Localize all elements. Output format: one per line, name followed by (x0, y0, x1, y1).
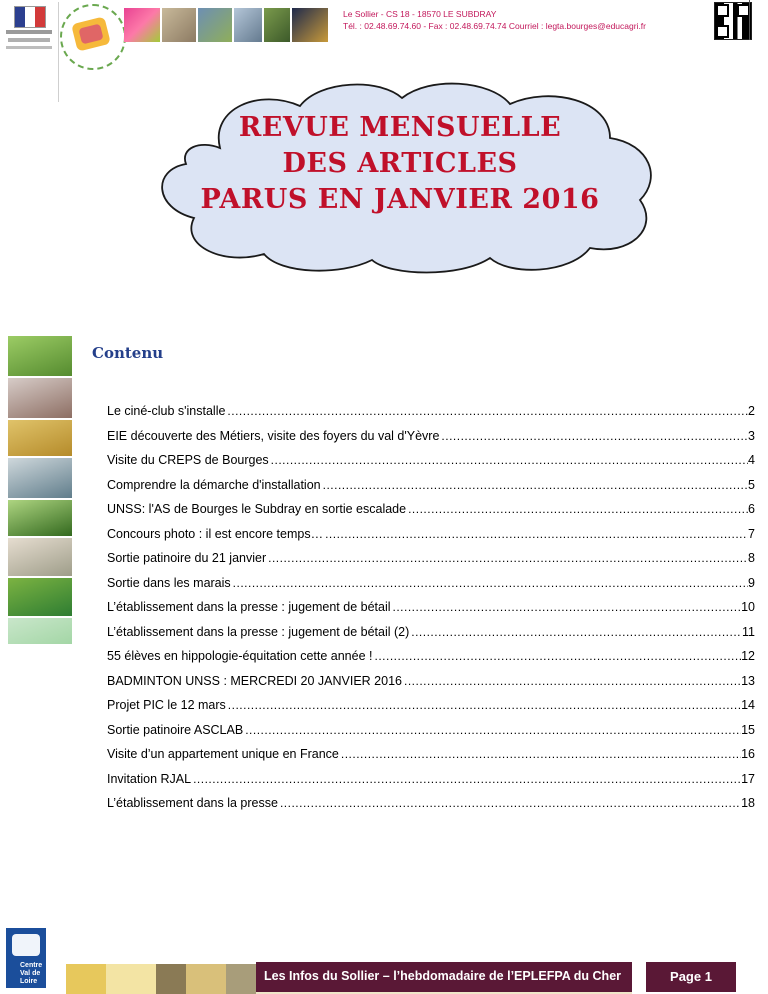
toc-entry-page: 12 (741, 649, 755, 663)
toc-entry[interactable] (107, 792, 755, 810)
header-photo (292, 8, 328, 42)
toc-entry[interactable] (107, 474, 755, 492)
footer-title-box (256, 962, 632, 992)
header-photo (162, 8, 196, 42)
toc-leader-dots (321, 478, 748, 492)
title-line: DES ARTICLES (282, 148, 518, 179)
toc-leader-dots (191, 772, 741, 786)
toc-entry-page: 4 (748, 453, 755, 467)
toc-leader-dots (402, 674, 741, 688)
ministry-logo-line (6, 30, 52, 34)
header-photo (264, 8, 290, 42)
toc-leader-dots (266, 551, 748, 565)
toc-entry-page: 16 (741, 747, 755, 761)
title-line: REVUE MENSUELLE (238, 112, 562, 143)
toc-entry-title: Sortie dans les marais (107, 575, 231, 590)
address-line: Le Sollier - CS 18 - 18570 LE SUBDRAY (343, 9, 497, 19)
toc-entry-title: Visite du CREPS de Bourges (107, 453, 269, 467)
toc-entry[interactable] (107, 670, 755, 688)
toc-leader-dots (372, 649, 741, 663)
ministry-logo-line (6, 46, 52, 49)
toc-leader-dots (323, 527, 748, 541)
toc-entry-title: Invitation RJAL (107, 771, 192, 786)
header-photo (124, 8, 160, 42)
toc-entry[interactable] (107, 449, 755, 467)
toc-entry[interactable] (107, 621, 755, 639)
toc-entry[interactable] (107, 400, 755, 418)
side-photo (8, 618, 72, 644)
header-photo (234, 8, 262, 42)
toc-entry[interactable] (107, 719, 755, 737)
toc-entry[interactable] (107, 768, 755, 786)
toc-entry-title: EIE découverte des Métiers, visite des foyers du val d'Yèvre (107, 428, 440, 443)
toc-entry-title: UNSS: l'AS de Bourges le Subdray en sortie escalade (107, 502, 407, 516)
toc-entry-title: BADMINTON UNSS : MERCREDI 20 JANVIER 2016 (107, 673, 402, 688)
toc-entry-page: 2 (748, 404, 755, 418)
side-photo (8, 458, 72, 498)
qr-finder (716, 4, 729, 17)
toc-leader-dots (278, 796, 741, 810)
toc-leader-dots (409, 625, 742, 639)
page-number: Page 1 (670, 969, 712, 984)
toc-leader-dots (339, 747, 741, 761)
toc-entry-page: 15 (741, 722, 755, 737)
toc-entry-page: 6 (748, 502, 755, 516)
side-photo (8, 420, 72, 456)
toc-leader-dots (226, 698, 741, 712)
toc-entry-title: L’établissement dans la presse : jugement de bétail (2) (107, 624, 410, 639)
toc-entry-title: Projet PIC le 12 mars (107, 698, 226, 712)
toc-entry[interactable] (107, 743, 755, 761)
side-photo (8, 500, 72, 536)
toc-entry-page: 5 (748, 477, 755, 492)
footer-page-box (646, 962, 736, 992)
toc-leader-dots (406, 502, 748, 516)
toc-entry[interactable] (107, 425, 755, 443)
region-logo-text: Centre Val de Loire (20, 962, 43, 985)
toc-entry-title: Sortie patinoire du 21 janvier (107, 551, 267, 565)
toc-entry[interactable] (107, 498, 755, 516)
qr-finder (716, 25, 729, 38)
toc-entry[interactable] (107, 596, 755, 614)
toc-entry-page: 3 (748, 428, 755, 443)
toc-entry-page: 18 (741, 796, 755, 810)
toc-entry-page: 17 (741, 771, 755, 786)
toc-entry-title: Concours photo : il est encore temps… (107, 526, 324, 541)
toc-entry-page: 13 (741, 673, 755, 688)
toc-entry-page: 7 (748, 526, 755, 541)
toc-entry[interactable] (107, 572, 755, 590)
toc-leader-dots (269, 453, 748, 467)
side-photo (8, 336, 72, 376)
toc-entry-page: 11 (742, 624, 755, 639)
toc-entry-page: 9 (748, 575, 755, 590)
footer-title: Les Infos du Sollier – l’hebdomadaire de l’EPLEFPA du Cher (264, 969, 622, 983)
toc-entry-title: Visite d’un appartement unique en France (107, 747, 339, 761)
toc-entry-title: L’établissement dans la presse : jugement de bétail (107, 600, 391, 614)
region-heart-icon (12, 934, 40, 956)
toc-entry[interactable] (107, 694, 755, 712)
toc-entry-page: 14 (741, 698, 755, 712)
toc-leader-dots (243, 723, 741, 737)
toc-leader-dots (391, 600, 742, 614)
toc-leader-dots (231, 576, 748, 590)
toc-entry-page: 10 (741, 600, 755, 614)
header-photo (198, 8, 232, 42)
toc-leader-dots (225, 404, 748, 418)
contents-heading: Contenu (92, 344, 164, 362)
side-photo (8, 578, 72, 616)
toc-entry-title: 55 élèves en hippologie-équitation cette année ! (107, 649, 373, 663)
toc-entry-title: Le ciné-club s'installe (107, 404, 226, 418)
contact-line: Tél. : 02.48.69.74.60 - Fax : 02.48.69.74.74 Courriel : legta.bourges@educagri.fr (343, 21, 647, 31)
republic-flag-icon (14, 6, 46, 28)
title-line: PARUS EN JANVIER 2016 (200, 184, 600, 215)
toc-entry[interactable] (107, 547, 755, 565)
toc-leader-dots (439, 429, 748, 443)
toc-entry-title: Sortie patinoire ASCLAB (107, 722, 244, 737)
ministry-logo-line (8, 38, 50, 42)
side-photo (8, 538, 72, 576)
toc-entry-title: L’établissement dans la presse (107, 796, 278, 810)
toc-entry[interactable] (107, 645, 755, 663)
header-edge-rule (749, 0, 750, 40)
side-photo (8, 378, 72, 418)
toc-entry-title: Comprendre la démarche d'installation (107, 477, 321, 492)
toc-entry-page: 8 (748, 551, 755, 565)
toc-entry[interactable] (107, 523, 755, 541)
